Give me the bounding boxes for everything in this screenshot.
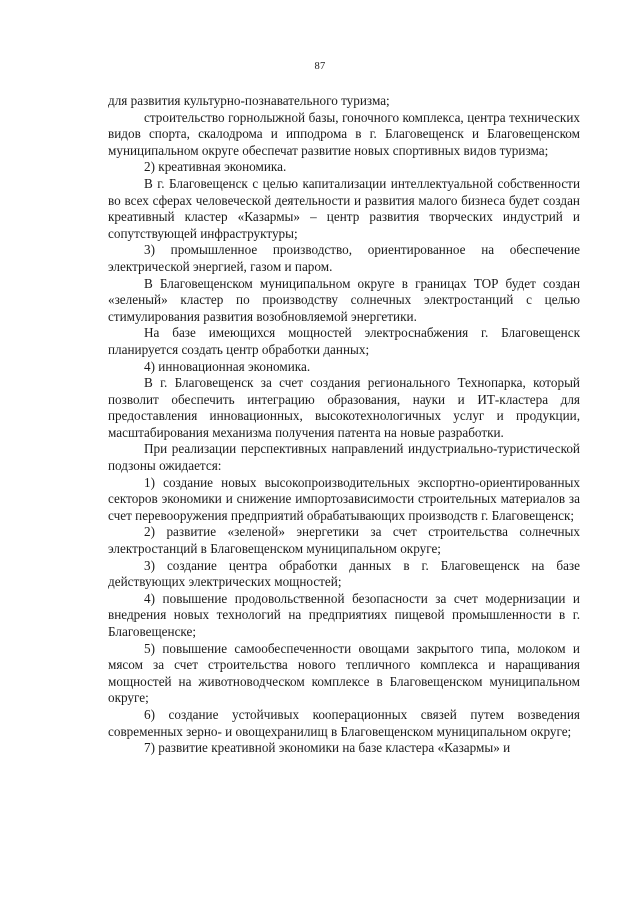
paragraph-12: 2) развитие «зеленой» энергетики за счет строительства солнечных электростанций в Благовещенском муниципальном округе; [108,524,580,557]
paragraph-13: 3) создание центра обработки данных в г. Благовещенск на базе действующих электрических мощностей; [108,557,580,590]
paragraph-7: На базе имеющихся мощностей электроснабжения г. Благовещенск планируется создать центр обработки данных; [108,325,580,357]
paragraph-9: В г. Благовещенск за счет создания регионального Технопарка, который позволит обеспечить интеграцию образования, науки и ИТ-кластера для предоставления инновационных, высокотехнологичных услуг и продукции, масштабирования механизма получения патента на новые разработки. [108,375,580,440]
paragraph-17: 7) развитие креативной экономики на базе кластера «Казармы» и [144,740,511,756]
paragraph-8: 4) инновационная экономика. [144,358,311,374]
paragraph-1: для развития культурно-познавательного туризма; [108,93,390,108]
paragraph-16: 6) создание устойчивых кооперационных связей путем возведения современных зерно- и овощехранилищ в Благовещенском муниципальном округе; [108,706,580,739]
paragraph-3: 2) креативная экономика. [144,159,287,175]
page-number: 87 [314,61,326,72]
paragraph-5: 3) промышленное производство, ориентированное на обеспечение электрической энергией, газом и паром. [108,242,580,274]
paragraph-10: При реализации перспективных направлений индустриально-туристической подзоны ожидается: [108,441,580,474]
paragraph-4: В г. Благовещенск с целью капитализации интеллектуальной собственности во всех сферах человеческой деятельности и развития малого бизнеса будет создан креативный кластер «Казармы» – центр развития творческих индустрий и сопутствующей инфраструктуры; [108,175,580,241]
paragraph-6: В Благовещенском муниципальном округе в границах ТОР будет создан «зеленый» кластер по производству солнечных электростанций с целью стимулирования развития возобновляемой энергетики. [108,275,580,324]
document-body [108,93,580,757]
paragraph-14: 4) повышение продовольственной безопасности за счет модернизации и внедрения новых технологий на предприятиях пищевой промышленности в г. Благовещенске; [108,590,580,639]
paragraph-15: 5) повышение самообеспеченности овощами закрытого типа, молоком и мясом за счет строительства нового тепличного комплекса и наращивания мощностей на животноводческом комплексе в Благовещенском муниципальном округе; [108,640,580,706]
paragraph-11: 1) создание новых высокопроизводительных экспортно-ориентированных секторов экономики и снижение импортозависимости строительных материалов за счет перевооружения предприятий обрабатывающих производств г. Благовещенск; [108,474,580,523]
paragraph-2: строительство горнолыжной базы, гоночного комплекса, центра технических видов спорта, скалодрома и ипподрома в г. Благовещенск и Благовещенском муниципальном округе обеспечат развитие новых спортивных видов туризма; [108,109,580,158]
